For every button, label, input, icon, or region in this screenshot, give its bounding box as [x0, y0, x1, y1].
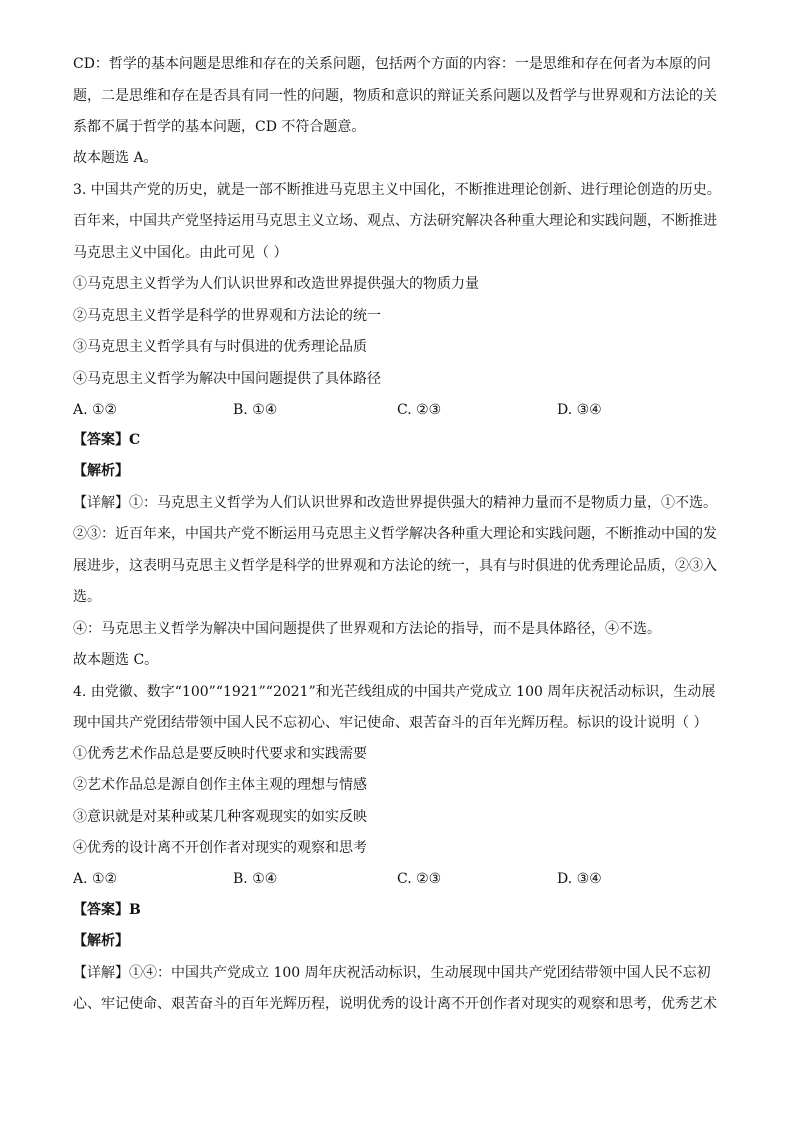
text-line: 【答案】C — [73, 432, 141, 448]
answer-option: B. ①④ — [233, 402, 278, 418]
text-line: ③意识就是对某种或某几种客观现实的如实反映 — [73, 809, 367, 825]
text-line: ②③：近百年来，中国共产党不断运用马克思主义哲学解决各种重大理论和实践问题，不断推动中国的发 — [73, 526, 717, 542]
answer-option: B. ①④ — [233, 871, 278, 887]
text-line: ④优秀的设计离不开创作者对现实的观察和思考 — [73, 840, 367, 856]
text-line: ④：马克思主义哲学为解决中国问题提供了世界观和方法论的指导，而不是具体路径，④不选。 — [73, 621, 661, 637]
text-line: ①优秀艺术作品总是要反映时代要求和实践需要 — [73, 746, 367, 762]
text-line: 故本题选 A。 — [73, 150, 158, 166]
text-line: ③马克思主义哲学具有与时俱进的优秀理论品质 — [73, 339, 367, 355]
text-line: 展进步，这表明马克思主义哲学是科学的世界观和方法论的统一，具有与时俱进的优秀理论品质，②③入 — [73, 558, 717, 574]
text-line: 【答案】B — [73, 902, 141, 918]
text-line: 【详解】①：马克思主义哲学为人们认识世界和改造世界提供强大的精神力量而不是物质力量，①不选。 — [73, 495, 717, 511]
answer-option: A. ①② — [73, 402, 118, 418]
text-line: 故本题选 C。 — [73, 652, 159, 668]
text-line: 3. 中国共产党的历史，就是一部不断推进马克思主义中国化，不断推进理论创新、进行理论创造的历史。 — [73, 182, 721, 198]
answer-option: D. ③④ — [557, 871, 602, 887]
text-line: 百年来，中国共产党坚持运用马克思主义立场、观点、方法研究解决各种重大理论和实践问题，不断推进 — [73, 213, 717, 229]
text-line: ①马克思主义哲学为人们认识世界和改造世界提供强大的物质力量 — [73, 276, 479, 292]
text-line: ②马克思主义哲学是科学的世界观和方法论的统一 — [73, 308, 381, 324]
answer-option: C. ②③ — [397, 402, 442, 418]
text-line: 题，二是思维和存在是否具有同一性的问题，物质和意识的辩证关系问题以及哲学与世界观和方法论的关 — [73, 88, 717, 104]
text-line: 4. 由党徽、数字“100”“1921”“2021”和光芒线组成的中国共产党成立 100 周年庆祝活动标识，生动展 — [73, 684, 716, 700]
text-line: 系都不属于哲学的基本问题，CD 不符合题意。 — [73, 119, 366, 135]
text-line: 【详解】①④：中国共产党成立 100 周年庆祝活动标识，生动展现中国共产党团结带领中国人民不忘初 — [73, 965, 711, 981]
text-line: ②艺术作品总是源自创作主体主观的理想与情感 — [73, 777, 367, 793]
text-line: 【解析】 — [73, 933, 129, 949]
text-line: 【解析】 — [73, 463, 129, 479]
text-line: 选。 — [73, 589, 101, 605]
answer-option: C. ②③ — [397, 871, 442, 887]
text-line: 心、牢记使命、艰苦奋斗的百年光辉历程，说明优秀的设计离不开创作者对现实的观察和思考，优秀艺术 — [73, 996, 717, 1012]
text-line: CD：哲学的基本问题是思维和存在的关系问题，包括两个方面的内容：一是思维和存在何者为本原的问 — [73, 56, 711, 72]
text-line: 现中国共产党团结带领中国人民不忘初心、牢记使命、艰苦奋斗的百年光辉历程。标识的设计说明（ ） — [73, 715, 708, 731]
text-line: ④马克思主义哲学为解决中国问题提供了具体路径 — [73, 371, 381, 387]
answer-option: A. ①② — [73, 871, 118, 887]
answer-option: D. ③④ — [557, 402, 602, 418]
text-line: 马克思主义中国化。由此可见（ ） — [73, 245, 288, 261]
